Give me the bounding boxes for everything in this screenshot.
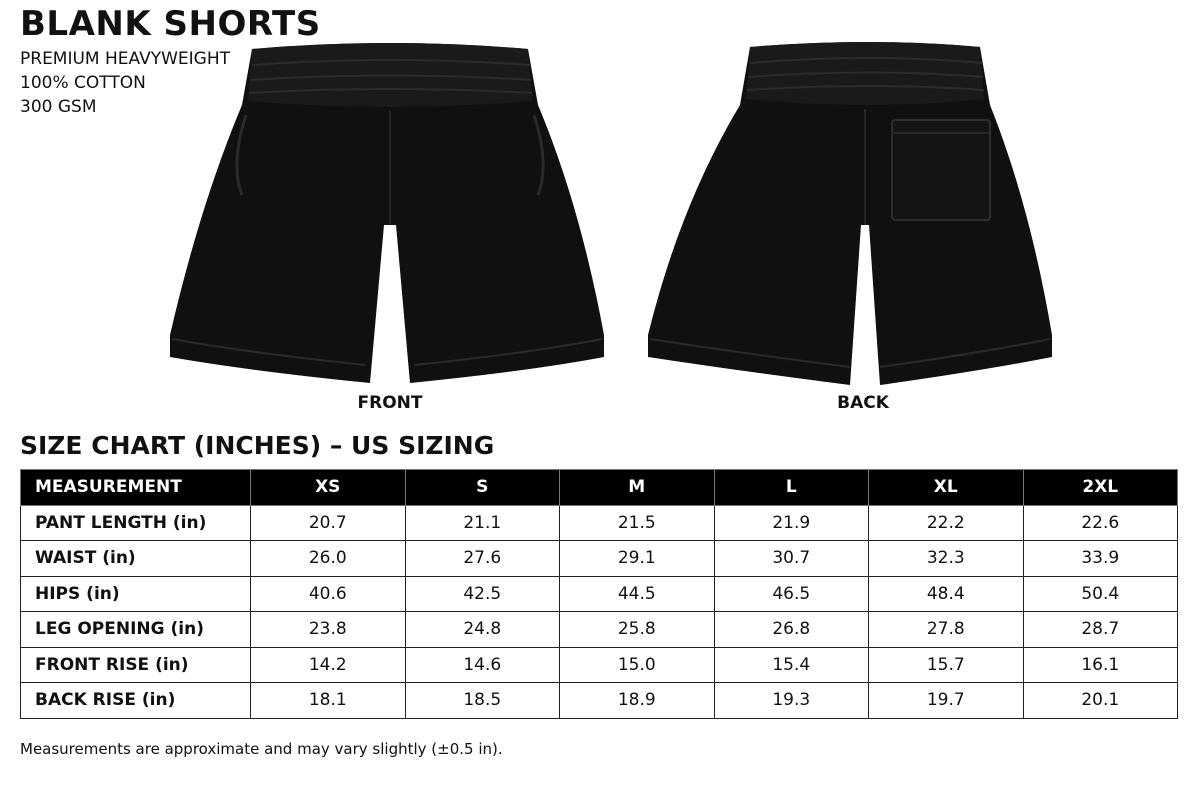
header-size-xl: XL <box>869 470 1024 506</box>
table-cell: 21.5 <box>560 505 715 541</box>
header-size-2xl: 2XL <box>1023 470 1178 506</box>
table-cell: 15.7 <box>869 647 1024 683</box>
table-cell: 19.3 <box>714 683 869 719</box>
measurement-label: FRONT RISE (in) <box>21 647 251 683</box>
header-size-l: L <box>714 470 869 506</box>
table-row <box>21 505 1178 541</box>
measurement-footnote: Measurements are approximate and may vary slightly (±0.5 in). <box>20 740 503 758</box>
table-cell: 18.1 <box>251 683 406 719</box>
table-cell: 25.8 <box>560 612 715 648</box>
table-cell: 40.6 <box>251 576 406 612</box>
measurement-label: BACK RISE (in) <box>21 683 251 719</box>
spec-line: 100% COTTON <box>20 73 146 93</box>
table-row <box>21 576 1178 612</box>
measurement-label: PANT LENGTH (in) <box>21 505 251 541</box>
table-cell: 15.0 <box>560 647 715 683</box>
table-cell: 46.5 <box>714 576 869 612</box>
table-cell: 33.9 <box>1023 541 1178 577</box>
header-size-xs: XS <box>251 470 406 506</box>
table-cell: 19.7 <box>869 683 1024 719</box>
table-cell: 29.1 <box>560 541 715 577</box>
table-cell: 24.8 <box>405 612 560 648</box>
table-cell: 30.7 <box>714 541 869 577</box>
table-cell: 15.4 <box>714 647 869 683</box>
front-view-label: FRONT <box>357 393 423 413</box>
table-cell: 16.1 <box>1023 647 1178 683</box>
table-cell: 21.1 <box>405 505 560 541</box>
table-cell: 32.3 <box>869 541 1024 577</box>
spec-line: 300 GSM <box>20 97 97 117</box>
product-title: BLANK SHORTS <box>20 4 321 44</box>
table-cell: 42.5 <box>405 576 560 612</box>
table-cell: 44.5 <box>560 576 715 612</box>
table-row <box>21 647 1178 683</box>
table-cell: 28.7 <box>1023 612 1178 648</box>
table-cell: 20.1 <box>1023 683 1178 719</box>
table-cell: 26.0 <box>251 541 406 577</box>
table-cell: 22.6 <box>1023 505 1178 541</box>
size-chart-heading: SIZE CHART (INCHES) – US SIZING <box>20 431 495 460</box>
table-cell: 22.2 <box>869 505 1024 541</box>
table-cell: 23.8 <box>251 612 406 648</box>
shorts-back-image <box>640 35 1100 390</box>
table-cell: 18.9 <box>560 683 715 719</box>
size-chart-table <box>20 469 1178 719</box>
table-row <box>21 612 1178 648</box>
table-cell: 50.4 <box>1023 576 1178 612</box>
table-cell: 26.8 <box>714 612 869 648</box>
header-size-m: M <box>560 470 715 506</box>
spec-line: PREMIUM HEAVYWEIGHT <box>20 49 230 69</box>
table-cell: 20.7 <box>251 505 406 541</box>
table-header-row <box>21 470 1178 506</box>
measurement-label: HIPS (in) <box>21 576 251 612</box>
table-cell: 14.6 <box>405 647 560 683</box>
back-pocket <box>892 120 990 220</box>
table-cell: 27.6 <box>405 541 560 577</box>
header-size-s: S <box>405 470 560 506</box>
header-measurement: MEASUREMENT <box>21 470 251 506</box>
back-view-label: BACK <box>837 393 889 413</box>
measurement-label: LEG OPENING (in) <box>21 612 251 648</box>
table-cell: 27.8 <box>869 612 1024 648</box>
shorts-front-image <box>160 35 620 390</box>
table-cell: 21.9 <box>714 505 869 541</box>
measurement-label: WAIST (in) <box>21 541 251 577</box>
table-cell: 14.2 <box>251 647 406 683</box>
table-cell: 18.5 <box>405 683 560 719</box>
table-row <box>21 683 1178 719</box>
table-cell: 48.4 <box>869 576 1024 612</box>
table-row <box>21 541 1178 577</box>
